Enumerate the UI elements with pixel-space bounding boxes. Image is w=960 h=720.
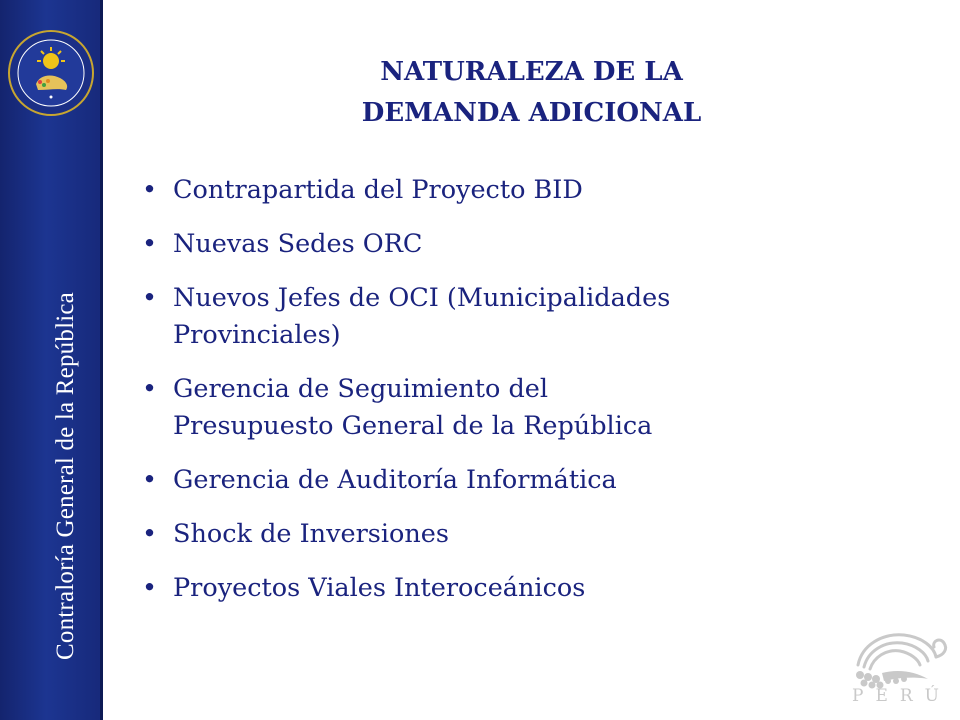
contraloria-seal-icon bbox=[8, 30, 94, 116]
bullet-icon: • bbox=[142, 519, 158, 549]
bullet-text: Contrapartida del Proyecto BID bbox=[173, 175, 583, 205]
bullet-icon: • bbox=[142, 283, 158, 313]
bullet-item bbox=[140, 516, 900, 553]
bullet-item bbox=[140, 280, 900, 354]
bullet-text-line-2: Provinciales) bbox=[173, 320, 341, 350]
bullet-text: Shock de Inversiones bbox=[173, 519, 449, 549]
peru-wordmark: PERÚ bbox=[852, 686, 951, 706]
organization-vertical-label: Contraloría General de la República bbox=[52, 292, 79, 660]
bullet-item bbox=[140, 570, 900, 607]
bullet-item bbox=[140, 226, 900, 263]
bullet-list bbox=[140, 172, 900, 624]
bullet-text: Gerencia de Auditoría Informática bbox=[173, 465, 617, 495]
bullet-icon: • bbox=[142, 229, 158, 259]
bullet-icon: • bbox=[142, 465, 158, 495]
slide-title-line-1: NATURALEZA DE LA bbox=[380, 57, 683, 87]
bullet-text-line-1: Nuevos Jefes de OCI (Municipalidades bbox=[173, 283, 671, 313]
bullet-item bbox=[140, 172, 900, 209]
slide-title bbox=[103, 52, 960, 134]
bullet-text-line-1: Gerencia de Seguimiento del bbox=[173, 374, 549, 404]
bullet-icon: • bbox=[142, 374, 158, 404]
bullet-icon: • bbox=[142, 175, 158, 205]
bullet-text-line-2: Presupuesto General de la República bbox=[173, 411, 653, 441]
slide-title-line-2: DEMANDA ADICIONAL bbox=[361, 98, 702, 128]
sidebar bbox=[0, 0, 103, 720]
bullet-text: Proyectos Viales Interoceánicos bbox=[173, 573, 586, 603]
bullet-icon: • bbox=[142, 573, 158, 603]
bullet-item bbox=[140, 462, 900, 499]
bullet-item bbox=[140, 371, 900, 445]
bullet-text: Nuevas Sedes ORC bbox=[173, 229, 423, 259]
